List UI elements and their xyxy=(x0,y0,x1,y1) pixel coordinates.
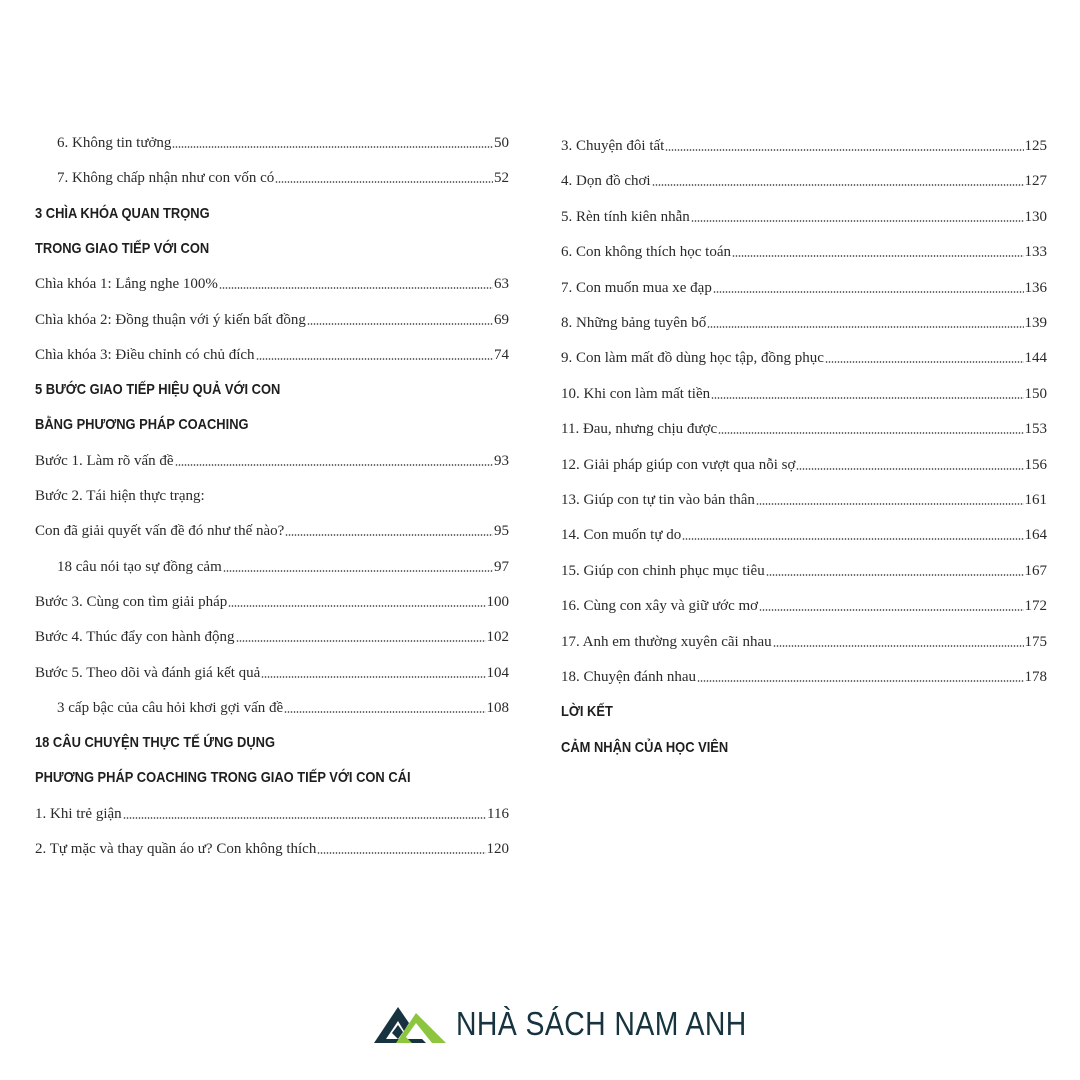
dot-leader xyxy=(236,640,486,642)
dot-leader xyxy=(219,287,493,289)
publisher-name: NHÀ SÁCH NAM ANH xyxy=(456,1005,747,1042)
toc-page-number: 93 xyxy=(494,452,509,469)
publisher-logo xyxy=(372,996,794,1052)
section-heading: LỜI KẾT xyxy=(561,703,613,721)
dot-leader xyxy=(691,220,1024,222)
dot-leader xyxy=(665,149,1023,151)
toc-page-number: 172 xyxy=(1024,598,1047,615)
toc-entry-title: 1. Khi trẻ giận xyxy=(35,805,122,822)
toc-entry xyxy=(561,562,1047,580)
toc-text-line: Bước 2. Tái hiện thực trạng: xyxy=(35,488,205,504)
dot-leader xyxy=(756,503,1024,505)
dot-leader xyxy=(773,645,1024,647)
toc-entry xyxy=(561,526,1047,544)
toc-entry-title: Chìa khóa 2: Đồng thuận với ý kiến bất đồng xyxy=(35,311,306,328)
toc-entry-title: 10. Khi con làm mất tiền xyxy=(561,385,711,402)
toc-page-number: 100 xyxy=(486,593,509,610)
toc-entry-title: Bước 1. Làm rõ vấn đề xyxy=(35,452,174,469)
toc-entry xyxy=(561,243,1047,261)
dot-leader xyxy=(732,255,1024,257)
toc-entry xyxy=(35,593,509,611)
dot-leader xyxy=(284,711,485,713)
toc-entry-title: 8. Những bảng tuyên bố xyxy=(561,315,707,331)
dot-leader xyxy=(759,609,1023,611)
dot-leader xyxy=(285,534,493,536)
toc-page-number: 136 xyxy=(1024,279,1047,296)
toc-page-number: 127 xyxy=(1024,173,1047,190)
dot-leader xyxy=(317,852,485,854)
toc-page-number: 130 xyxy=(1024,208,1047,225)
toc-entry-title: 16. Cùng con xây và giữ ước mơ xyxy=(561,598,759,615)
section-heading: TRONG GIAO TIẾP VỚI CON xyxy=(35,239,210,257)
toc-entry-title: 2. Tự mặc và thay quần áo ư? Con không thích xyxy=(35,841,317,857)
toc-entry-title: Con đã giải quyết vấn đề đó như thế nào? xyxy=(35,523,285,540)
toc-page-number: 102 xyxy=(486,629,509,646)
toc-page-number: 74 xyxy=(494,346,509,363)
toc-entry-title: 15. Giúp con chinh phục mục tiêu xyxy=(561,562,765,579)
toc-entry xyxy=(561,456,1047,474)
toc-page-number: 108 xyxy=(486,699,509,716)
toc-entry xyxy=(561,279,1047,297)
toc-entry-title: 11. Đau, nhưng chịu được xyxy=(561,421,718,438)
toc-page-number: 153 xyxy=(1024,421,1047,438)
toc-entry xyxy=(561,137,1047,155)
toc-entry xyxy=(35,346,509,364)
toc-page-number: 139 xyxy=(1024,315,1047,331)
dot-leader xyxy=(718,432,1023,434)
dot-leader xyxy=(223,570,493,572)
toc-page-number: 120 xyxy=(486,841,509,857)
dot-leader xyxy=(123,817,486,819)
toc-entry xyxy=(35,169,509,187)
dot-leader xyxy=(766,574,1024,576)
dot-leader xyxy=(796,468,1023,470)
toc-entry xyxy=(561,597,1047,615)
toc-page-number: 63 xyxy=(494,276,509,293)
toc-page-number: 178 xyxy=(1024,669,1047,685)
toc-entry xyxy=(561,633,1047,651)
toc-entry-title: 7. Không chấp nhận như con vốn có xyxy=(57,170,275,187)
toc-entry xyxy=(35,452,509,470)
dot-leader xyxy=(697,680,1024,682)
dot-leader xyxy=(256,358,493,360)
toc-page-number: 104 xyxy=(486,664,509,681)
toc-entry xyxy=(35,275,509,293)
section-heading: PHƯƠNG PHÁP COACHING TRONG GIAO TIẾP VỚI CON CÁI xyxy=(35,769,411,787)
dot-leader xyxy=(713,291,1024,293)
toc-page-number: 150 xyxy=(1024,385,1047,402)
toc-entry-title: 6. Không tin tưởng xyxy=(57,135,172,151)
toc-entry-title: 18 câu nói tạo sự đồng cảm xyxy=(57,558,222,575)
toc-entry-title: 3 cấp bậc của câu hỏi khơi gợi vấn đề xyxy=(57,699,284,716)
toc-entry-title: 5. Rèn tính kiên nhẫn xyxy=(561,208,690,225)
dot-leader xyxy=(172,146,493,148)
toc-entry xyxy=(561,349,1047,367)
dot-leader xyxy=(275,181,493,183)
toc-page-number: 97 xyxy=(494,558,509,575)
toc-entry-title: 13. Giúp con tự tin vào bản thân xyxy=(561,492,755,508)
toc-entry xyxy=(35,628,509,646)
toc-page-number: 69 xyxy=(494,311,509,328)
toc-entry xyxy=(561,314,1047,332)
dot-leader xyxy=(175,464,493,466)
toc-entry-title: Chìa khóa 1: Lắng nghe 100% xyxy=(35,276,218,293)
toc-entry xyxy=(561,385,1047,403)
toc-page-number: 161 xyxy=(1024,492,1047,508)
toc-entry-title: 12. Giải pháp giúp con vượt qua nỗi sợ xyxy=(561,456,796,473)
dot-leader xyxy=(825,361,1024,363)
dot-leader xyxy=(652,184,1024,186)
dot-leader xyxy=(707,326,1023,328)
toc-entry xyxy=(561,208,1047,226)
toc-entry xyxy=(35,558,509,576)
section-heading: 5 BƯỚC GIAO TIẾP HIỆU QUẢ VỚI CON xyxy=(35,381,281,399)
dot-leader xyxy=(711,397,1023,399)
toc-entry-title: Bước 3. Cùng con tìm giải pháp xyxy=(35,593,228,610)
dot-leader xyxy=(228,605,485,607)
toc-entry-title: 4. Dọn đồ chơi xyxy=(561,173,651,190)
dot-leader xyxy=(682,538,1023,540)
toc-entry xyxy=(561,420,1047,438)
toc-entry xyxy=(35,522,509,540)
toc-page-number: 116 xyxy=(487,805,509,822)
toc-entry xyxy=(35,311,509,329)
section-heading: 3 CHÌA KHÓA QUAN TRỌNG xyxy=(35,204,210,222)
section-heading: BẰNG PHƯƠNG PHÁP COACHING xyxy=(35,416,249,434)
toc-entry-title: 18. Chuyện đánh nhau xyxy=(561,669,696,685)
toc-entry-title: 7. Con muốn mua xe đạp xyxy=(561,279,712,296)
mountain-logo-icon xyxy=(372,1001,448,1047)
toc-entry xyxy=(35,664,509,682)
toc-page-number: 125 xyxy=(1024,138,1047,154)
toc-page-number: 164 xyxy=(1024,527,1047,544)
toc-entry-title: 14. Con muốn tự do xyxy=(561,527,682,544)
toc-page-number: 133 xyxy=(1024,244,1047,261)
toc-page-number: 175 xyxy=(1024,633,1047,650)
toc-entry-title: 9. Con làm mất đồ dùng học tập, đồng phục xyxy=(561,350,824,367)
toc-entry xyxy=(35,699,509,717)
toc-page-number: 50 xyxy=(494,135,509,151)
toc-page-number: 167 xyxy=(1024,562,1047,579)
toc-page-number: 144 xyxy=(1024,350,1047,367)
toc-entry xyxy=(35,134,509,152)
toc-entry-title: 6. Con không thích học toán xyxy=(561,244,731,261)
toc-page-number: 95 xyxy=(494,523,509,540)
toc-entry xyxy=(561,172,1047,190)
toc-entry-title: Bước 5. Theo dõi và đánh giá kết quả xyxy=(35,664,261,681)
toc-entry xyxy=(561,668,1047,686)
dot-leader xyxy=(261,676,485,678)
toc-entry xyxy=(561,491,1047,509)
section-heading: 18 CÂU CHUYỆN THỰC TẾ ỨNG DỤNG xyxy=(35,734,276,752)
toc-page-number: 52 xyxy=(494,170,509,187)
toc-entry-title: 17. Anh em thường xuyên cãi nhau xyxy=(561,633,772,650)
toc-entry-title: Bước 4. Thúc đẩy con hành động xyxy=(35,629,235,646)
toc-entry-title: Chìa khóa 3: Điều chỉnh có chủ đích xyxy=(35,346,255,363)
dot-leader xyxy=(307,323,493,325)
toc-page-number: 156 xyxy=(1024,456,1047,473)
toc-entry xyxy=(35,805,509,823)
toc-entry xyxy=(35,840,509,858)
section-heading: CẢM NHẬN CỦA HỌC VIÊN xyxy=(561,738,729,756)
toc-entry-title: 3. Chuyện đôi tất xyxy=(561,138,665,154)
